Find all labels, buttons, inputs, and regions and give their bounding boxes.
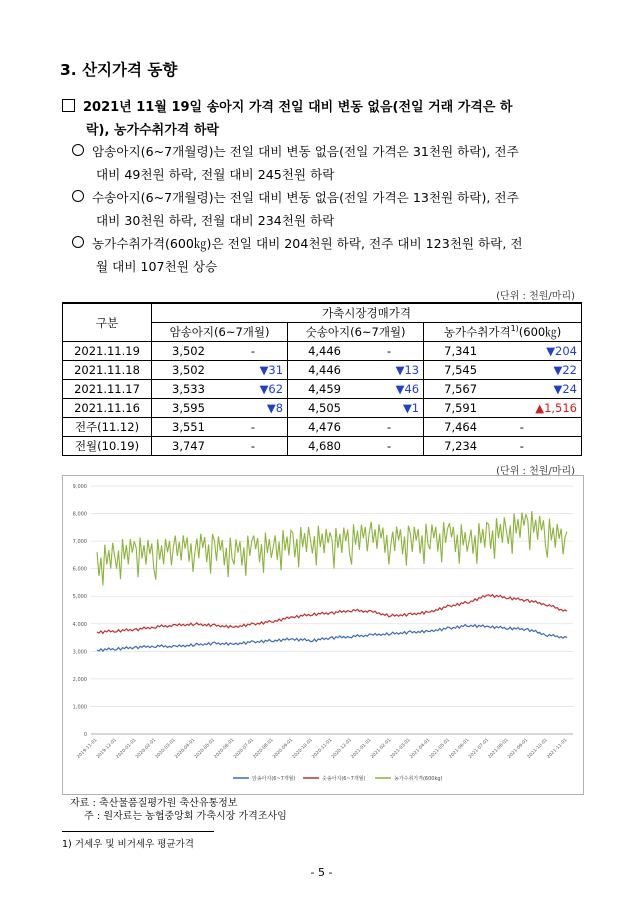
table-row xyxy=(63,418,582,437)
series-line xyxy=(97,511,567,585)
header-group: 구분 xyxy=(63,303,152,342)
x-tick-label: 2021-04-01 xyxy=(409,737,432,760)
x-tick-label: 2020-06-01 xyxy=(213,737,236,760)
farm-price: 7,234 xyxy=(424,437,508,456)
female-change: ▼8 xyxy=(239,399,288,418)
male-change: ▼46 xyxy=(375,380,424,399)
chart-svg xyxy=(63,476,583,794)
male-price: 4,476 xyxy=(288,418,375,437)
female-price: 3,747 xyxy=(152,437,239,456)
bullet-line1: 암송아지(6~7개월령)는 전일 대비 변동 없음(전일 가격은 31천원 하락), 전주 xyxy=(92,144,519,159)
bullet-female-calf xyxy=(72,140,597,186)
chart-unit-label: (단위 : 천원/마리) xyxy=(496,466,575,477)
row-label: 2021.11.16 xyxy=(63,399,152,418)
x-tick-label: 2021-06-01 xyxy=(448,737,471,760)
col3-sup: 1) xyxy=(510,324,519,334)
section-title: 3. 산지가격 동향 xyxy=(60,61,178,79)
x-tick-label: 2020-01-01 xyxy=(115,737,138,760)
x-tick-label: 2021-05-01 xyxy=(428,737,451,760)
table-row xyxy=(63,380,582,399)
table-row xyxy=(63,437,582,456)
headline-bullet xyxy=(62,96,612,142)
y-tick-label: 0 xyxy=(83,732,87,738)
female-change: ▼31 xyxy=(239,361,288,380)
farm-price: 7,545 xyxy=(424,361,508,380)
farm-price: 7,567 xyxy=(424,380,508,399)
source-line1: 자료 : 축산물품질평가원 축산유통정보 xyxy=(70,798,238,809)
x-tick-label: 2021-11-01 xyxy=(546,737,569,760)
circle-bullet-icon xyxy=(72,190,84,202)
table-unit-label: (단위 : 천원/마리) xyxy=(496,291,575,302)
farm-change: - xyxy=(508,437,582,456)
female-price: 3,533 xyxy=(152,380,239,399)
x-tick-label: 2019-11-01 xyxy=(76,737,99,760)
row-label: 2021.11.18 xyxy=(63,361,152,380)
female-change: - xyxy=(239,342,288,361)
farm-price: 7,464 xyxy=(424,418,508,437)
y-tick-label: 6,000 xyxy=(72,566,87,573)
farm-change: ▼24 xyxy=(508,380,582,399)
bullet-line2: 월 대비 107천원 상승 xyxy=(96,259,218,274)
x-tick-label: 2019-12-01 xyxy=(95,737,118,760)
header-col2: 숫송아지(6~7개월) xyxy=(288,323,424,342)
header-col3 xyxy=(424,323,582,342)
bullet-line2: 대비 49천원 하락, 전월 대비 245천원 하락 xyxy=(96,167,335,182)
farm-price: 7,591 xyxy=(424,399,508,418)
header-super: 가축시장경매가격 xyxy=(152,303,582,323)
row-label: 전월(10.19) xyxy=(63,437,152,456)
col3-main: 농가수취가격 xyxy=(443,325,511,339)
male-change: - xyxy=(375,437,424,456)
male-change: ▼1 xyxy=(375,399,424,418)
square-bullet-icon xyxy=(62,99,75,112)
x-tick-label: 2021-01-01 xyxy=(350,737,373,760)
row-label: 전주(11.12) xyxy=(63,418,152,437)
y-tick-label: 7,000 xyxy=(72,539,87,546)
headline-line2: 락), 농가수취가격 하락 xyxy=(86,123,219,138)
female-change: - xyxy=(239,418,288,437)
header-col1: 암송아지(6~7개월) xyxy=(152,323,288,342)
male-price: 4,446 xyxy=(288,342,375,361)
farm-change: ▼22 xyxy=(508,361,582,380)
bullet-line2: 대비 30천원 하락, 전월 대비 234천원 하락 xyxy=(96,213,335,228)
farm-change: ▲1,516 xyxy=(508,399,582,418)
male-change: - xyxy=(375,342,424,361)
x-tick-label: 2020-10-01 xyxy=(291,737,314,760)
male-change: - xyxy=(375,418,424,437)
x-tick-label: 2021-09-01 xyxy=(507,737,530,760)
row-label: 2021.11.17 xyxy=(63,380,152,399)
x-tick-label: 2020-11-01 xyxy=(311,737,334,760)
x-tick-label: 2020-03-01 xyxy=(154,737,177,760)
price-trend-chart xyxy=(62,475,584,795)
y-tick-label: 2,000 xyxy=(72,676,87,683)
x-tick-label: 2020-08-01 xyxy=(252,737,275,760)
x-tick-label: 2021-10-01 xyxy=(526,737,549,760)
source-notes xyxy=(70,797,287,823)
headline-line1: 2021년 11월 19일 송아지 가격 전일 대비 변동 없음(전일 거래 가격은 하 xyxy=(83,100,513,115)
row-label: 2021.11.19 xyxy=(63,342,152,361)
farm-change: ▼204 xyxy=(508,342,582,361)
female-price: 3,502 xyxy=(152,342,239,361)
y-tick-label: 5,000 xyxy=(72,594,87,601)
male-change: ▼13 xyxy=(375,361,424,380)
y-tick-label: 1,000 xyxy=(72,704,87,711)
bullet-line1: 수송아지(6~7개월령)는 전일 대비 변동 없음(전일 가격은 13천원 하락), 전주 xyxy=(92,190,519,205)
x-tick-label: 2020-09-01 xyxy=(272,737,295,760)
female-change: ▼62 xyxy=(239,380,288,399)
x-tick-label: 2020-05-01 xyxy=(193,737,216,760)
male-price: 4,446 xyxy=(288,361,375,380)
col3-tail: (600㎏) xyxy=(518,325,562,339)
male-price: 4,459 xyxy=(288,380,375,399)
price-table xyxy=(62,302,582,456)
x-tick-label: 2020-02-01 xyxy=(135,737,158,760)
female-price: 3,551 xyxy=(152,418,239,437)
male-price: 4,505 xyxy=(288,399,375,418)
male-price: 4,680 xyxy=(288,437,375,456)
farm-price: 7,341 xyxy=(424,342,508,361)
series-line xyxy=(97,595,567,634)
series-line xyxy=(97,625,567,652)
x-tick-label: 2021-07-01 xyxy=(468,737,491,760)
x-tick-label: 2021-08-01 xyxy=(487,737,510,760)
footnote: 1) 거세우 및 비거세우 평균가격 xyxy=(62,839,194,850)
bullet-line1: 농가수취가격(600㎏)은 전일 대비 204천원 하락, 전주 대비 123천원 하락, 전 xyxy=(92,236,523,251)
legend-label: 암송아지(6~7개월) xyxy=(252,776,296,782)
female-price: 3,502 xyxy=(152,361,239,380)
circle-bullet-icon xyxy=(72,236,84,248)
female-change: - xyxy=(239,437,288,456)
y-tick-label: 4,000 xyxy=(72,621,87,628)
x-tick-label: 2020-12-01 xyxy=(330,737,353,760)
x-tick-label: 2021-03-01 xyxy=(389,737,412,760)
female-price: 3,595 xyxy=(152,399,239,418)
table-row xyxy=(63,399,582,418)
table-row xyxy=(63,342,582,361)
page-number: - 5 - xyxy=(310,866,333,879)
circle-bullet-icon xyxy=(72,144,84,156)
legend-label: 숫송아지(6~7개월) xyxy=(322,776,366,782)
bullet-farm-price xyxy=(72,232,597,278)
x-tick-label: 2020-07-01 xyxy=(233,737,256,760)
farm-change: - xyxy=(508,418,582,437)
legend-label: 농가수취가격(600kg) xyxy=(394,776,443,782)
y-tick-label: 8,000 xyxy=(72,511,87,518)
x-tick-label: 2021-02-01 xyxy=(370,737,393,760)
footnote-divider xyxy=(62,831,214,832)
y-tick-label: 9,000 xyxy=(72,484,87,490)
y-tick-label: 3,000 xyxy=(72,649,87,656)
source-line2: 주 : 원자료는 농협중앙회 가축시장 가격조사임 xyxy=(84,811,287,822)
x-tick-label: 2020-04-01 xyxy=(174,737,197,760)
table-row xyxy=(63,361,582,380)
bullet-male-calf xyxy=(72,186,597,232)
